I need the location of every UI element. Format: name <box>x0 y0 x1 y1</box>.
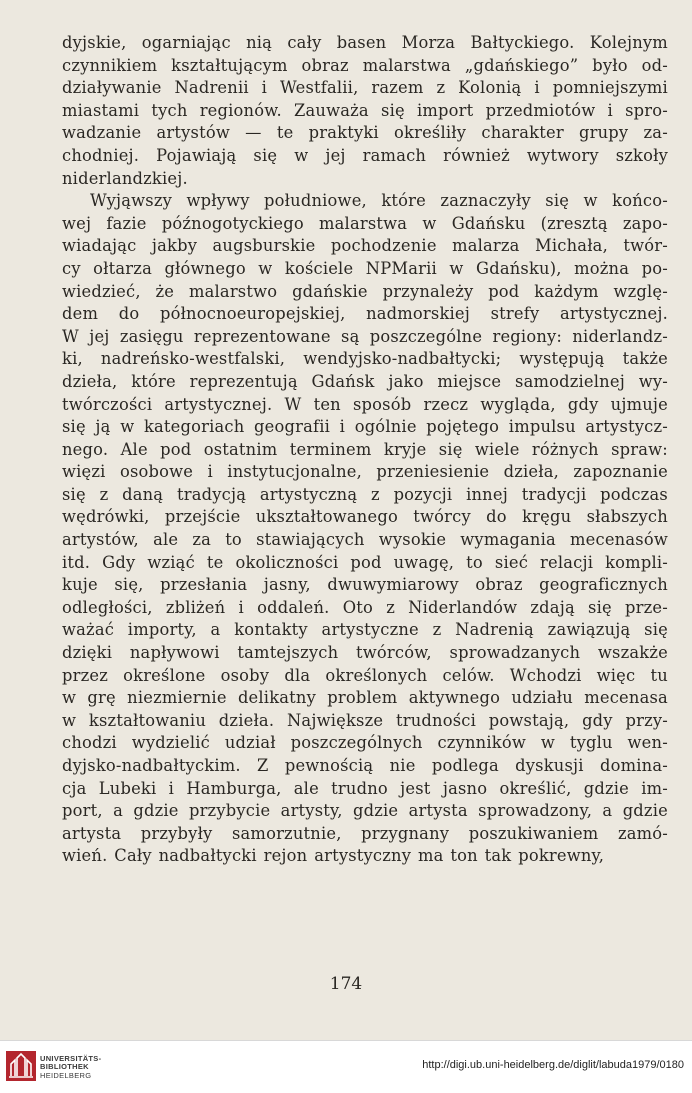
text-line: nego. Ale pod ostatnim terminem kryje się wiele różnych spraw: <box>62 439 668 459</box>
text-line: ki, nadreńsko-westfalski, wendyjsko-nadbałtycki; występują także <box>62 349 668 369</box>
text-line: chodzi wydzielić udział poszczególnych czynników w tyglu wen- <box>62 733 668 753</box>
text-line: twórczości artystycznej. W ten sposób rzecz wygląda, gdy ujmuje <box>62 394 668 414</box>
library-name <box>40 1055 101 1080</box>
text-line: dyjskie, ogarniając nią cały basen Morza Bałtyckiego. Kolejnym <box>62 33 668 52</box>
text-line: cy ołtarza głównego w kościele NPMarii w Gdańsku), można po- <box>62 258 668 278</box>
text-line: odległości, zbliżeń i oddaleń. Oto z Niderlandów zdają się prze- <box>62 597 668 617</box>
text-line: kuje się, przesłania jasny, dwuwymiarowy obraz geograficznych <box>62 575 668 595</box>
text-line: działywanie Nadrenii i Westfalii, razem z Kolonią i pomniejszymi <box>62 78 668 98</box>
library-name-line: UNIVERSITÄTS- <box>40 1054 102 1063</box>
library-name-line: BIBLIOTHEK <box>40 1062 89 1072</box>
viewer-footer <box>0 1040 692 1093</box>
text-line: port, a gdzie przybycie artysty, gdzie artysta sprowadzony, a gdzie <box>62 801 668 821</box>
text-line: przez określone osoby dla określonych celów. Wchodzi więc tu <box>62 665 668 685</box>
body-text <box>62 32 668 868</box>
text-line: się ją w kategoriach geografii i ogólnie pojętego impulsu artystycz- <box>62 417 668 437</box>
text-line: dzieła, które reprezentują Gdańsk jako miejsce samodzielnej wy- <box>62 371 668 391</box>
text-line: wień. Cały nadbałtycki rejon artystyczny ma ton tak pokrewny, <box>62 846 605 866</box>
text-line: dyjsko-nadbałtyckim. Z pewnością nie podlega dyskusji domina- <box>62 756 668 775</box>
text-line: itd. Gdy wziąć te okoliczności pod uwagę, to sieć relacji kompli- <box>62 552 668 572</box>
text-line: wadzanie artystów — te praktyki określiły charakter grupy za- <box>62 123 668 143</box>
text-line: czynnikiem kształtującym obraz malarstwa „gdańskiego” było od- <box>62 55 668 75</box>
text-line: ważać importy, a kontakty artystyczne z Nadrenią zawiązują się <box>62 620 668 640</box>
text-line: więzi osobowe i instytucjonalne, przeniesienie dzieła, zapoznanie <box>62 462 668 482</box>
university-library-logo-icon[interactable] <box>6 1051 36 1081</box>
text-line: W jej zasięgu reprezentowane są poszczególne regiony: niderlandz- <box>62 326 668 346</box>
text-line: się z daną tradycją artystyczną z pozycji innej tradycji podczas <box>62 484 668 504</box>
text-line: dem do północnoeuropejskiej, nadmorskiej strefy artystycznej. <box>62 304 668 324</box>
page-number: 174 <box>329 974 363 994</box>
text-line: chodniej. Pojawiają się w jej ramach również wytwory szkoły <box>62 145 668 165</box>
text-line: dzięki napływowi tamtejszych twórców, sprowadzanych wszakże <box>62 643 668 663</box>
text-line: w grę niezmiernie delikatny problem aktywnego udziału mecenasa <box>62 688 668 708</box>
text-line: wej fazie późnogotyckiego malarstwa w Gdańsku (zresztą zapo- <box>62 213 668 233</box>
permalink-url[interactable]: http://digi.ub.uni-heidelberg.de/diglit/labuda1979/0180 <box>422 1059 684 1071</box>
text-line: miastami tych regionów. Zauważa się import przedmiotów i spro- <box>62 100 668 120</box>
text-line: Wyjąwszy wpływy południowe, które zaznaczyły się w końco- <box>90 191 668 211</box>
text-line: cja Lubeki i Hamburga, ale trudno jest jasno określić, gdzie im- <box>62 778 668 798</box>
text-line: w kształtowaniu dzieła. Największe trudności powstają, gdy przy- <box>62 710 668 730</box>
library-name-line: HEIDELBERG <box>40 1070 92 1080</box>
text-line: artysta przybyły samorzutnie, przygnany poszukiwaniem zamó- <box>62 823 668 843</box>
text-line: niderlandzkiej. <box>62 168 188 188</box>
text-line: wiedzieć, że malarstwo gdańskie przynależy pod każdym wzglę- <box>62 281 668 301</box>
text-line: artystów, ale za to stawiających wysokie wymagania mecenasów <box>62 530 668 550</box>
text-line: wiadając jakby augsburskie pochodzenie malarza Michała, twór- <box>62 236 668 256</box>
text-line: wędrówki, przejście ukształtowanego twórcy do kręgu słabszych <box>62 507 668 527</box>
